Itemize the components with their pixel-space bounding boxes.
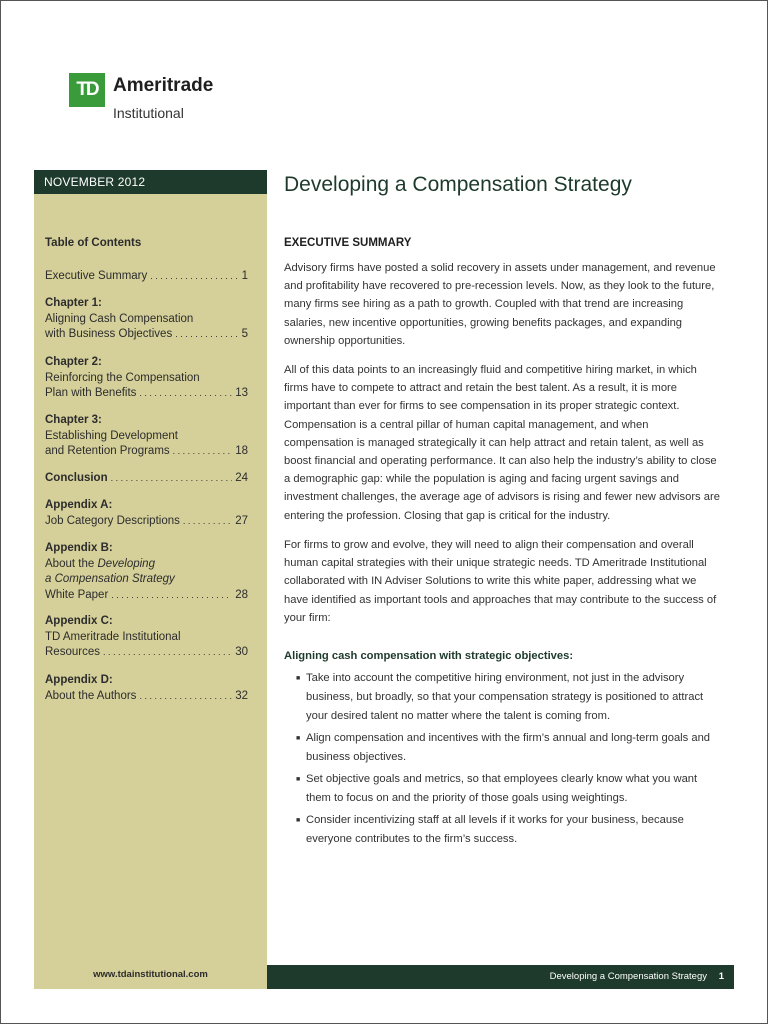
toc-chapter-label: Conclusion [45, 472, 108, 484]
toc-entry-label-italic: Developing [97, 557, 155, 570]
toc-entry-appendix-d[interactable] [45, 673, 248, 704]
toc-leader [175, 327, 238, 343]
logo-subtitle: Institutional [113, 105, 184, 121]
bullet-item: ■ Align compensation and incentives with the firm’s annual and long-term goals and business objectives. [296, 729, 716, 767]
section-heading-executive-summary: EXECUTIVE SUMMARY [284, 237, 412, 249]
toc-entry-label: Establishing Development [45, 429, 178, 442]
subsection-heading: Aligning cash compensation with strategic objectives: [284, 650, 574, 662]
toc-leader [103, 645, 232, 661]
sidebar-date-bar [34, 170, 267, 194]
document-title: Developing a Compensation Strategy [284, 173, 632, 196]
toc-title: Table of Contents [45, 237, 142, 249]
toc-entry-label: About the [45, 557, 95, 570]
bullet-item: ■ Set objective goals and metrics, so that employees clearly know what you want them to focus on and the priority of those goals using weightings. [296, 770, 716, 808]
toc-leader [150, 269, 238, 285]
footer-page-number: 1 [718, 971, 724, 982]
toc-leader [111, 588, 232, 604]
toc-leader [173, 444, 233, 460]
toc-page-number: 24 [235, 472, 248, 484]
toc-entry-label: Job Category Descriptions [45, 514, 180, 527]
toc-entry-label: Aligning Cash Compensation [45, 312, 194, 325]
bullet-list [296, 669, 716, 852]
toc-chapter-label: Appendix C: [45, 615, 113, 627]
toc-chapter-label: Appendix A: [45, 499, 113, 511]
toc-entry-appendix-b[interactable] [45, 541, 248, 603]
toc-entry-chapter-3[interactable] [45, 413, 248, 460]
toc-leader [183, 514, 232, 530]
toc-chapter-label: Chapter 3: [45, 414, 102, 426]
toc-chapter-label: Appendix D: [45, 674, 113, 686]
td-logo-mark: TD [69, 73, 105, 107]
toc-entry-label: Plan with Benefits [45, 387, 137, 399]
toc-page-number: 27 [235, 514, 248, 527]
toc-page-number: 30 [235, 646, 248, 658]
website-url[interactable]: www.tdainstitutional.com [93, 969, 208, 980]
toc-entry-appendix-a[interactable] [45, 498, 248, 529]
toc-leader [139, 386, 232, 402]
toc-entry-label: Resources [45, 646, 100, 658]
toc-entry-label: Reinforcing the Compensation [45, 371, 200, 384]
toc-page-number: 18 [235, 445, 248, 457]
toc-entry-label: TD Ameritrade Institutional [45, 630, 181, 643]
publication-date: NOVEMBER 2012 [44, 175, 146, 189]
paragraph: All of this data points to an increasingly fluid and competitive hiring market, in which firms have to compete to attract and retain the best talent. As a result, it is more important than ever for firms to see compensation in its proper strategic context. Compensation is a central pillar of human capital management, and when compensation is managed strategically it can help attract and retain talent, as well as boost financial and operating performance. It can also help the industry’s ability to close a demographic gap: while the population is aging and facing urgent savings and investment challenges, the average age of advisors is rising and fewer new advisors are entering the profession. Closing that gap is critical for the industry. [284, 364, 720, 522]
toc-page-number: 5 [241, 328, 248, 340]
toc-entry-chapter-1[interactable] [45, 296, 248, 343]
toc-entry-executive-summary[interactable] [45, 269, 248, 285]
toc-entry-chapter-2[interactable] [45, 355, 248, 402]
toc-page-number: 13 [235, 387, 248, 399]
toc-entry-label: Executive Summary [45, 270, 148, 282]
toc-page-number: 32 [235, 689, 248, 702]
toc-chapter-label: Appendix B: [45, 542, 113, 554]
toc-entry-label-italic: a Compensation Strategy [45, 573, 175, 585]
footer-document-title: Developing a Compensation Strategy [549, 971, 707, 982]
toc-leader [139, 689, 232, 705]
paragraph: Advisory firms have posted a solid recovery in assets under management, and revenue and profitability have recovered to pre-recession levels. Now, as they look to the future, many firms see hiring as a path to growth. Coupled with that trend are increasing salaries, new incentive opportunities, growing benefits packages, and expanding ownership opportunities. [284, 262, 716, 347]
logo-name: Ameritrade [113, 75, 214, 96]
bullet-item: ■ Take into account the competitive hiring environment, not just in the advisory business, but broadly, so that your compensation strategy is positioned to attract your desired talent no matter where the talent is coming from. [296, 669, 716, 726]
footer-bar [267, 965, 734, 989]
toc-leader [111, 471, 233, 487]
toc-page-number: 1 [241, 270, 248, 282]
table-of-contents-sidebar [34, 194, 267, 989]
toc-entry-label: White Paper [45, 588, 109, 601]
paragraph: For firms to grow and evolve, they will need to align their compensation and overall human capital strategies with their unique strategic needs. TD Ameritrade Institutional collaborated with IN Adviser Solutions to write this white paper, addressing what we have identified as important tools and approaches that may contribute to the success of your firm: [284, 539, 717, 624]
toc-chapter-label: Chapter 2: [45, 356, 102, 368]
toc-chapter-label: Chapter 1: [45, 297, 102, 309]
toc-page-number: 28 [235, 588, 248, 601]
toc-entry-appendix-c[interactable] [45, 614, 248, 661]
toc-entry-conclusion[interactable] [45, 471, 248, 487]
toc-entry-label: About the Authors [45, 689, 137, 702]
toc-entry-label: with Business Objectives [45, 328, 173, 340]
bullet-item: ■ Consider incentivizing staff at all levels if it works for your business, because everyone contributes to the firm’s success. [296, 811, 716, 849]
toc-entry-label: and Retention Programs [45, 445, 170, 457]
